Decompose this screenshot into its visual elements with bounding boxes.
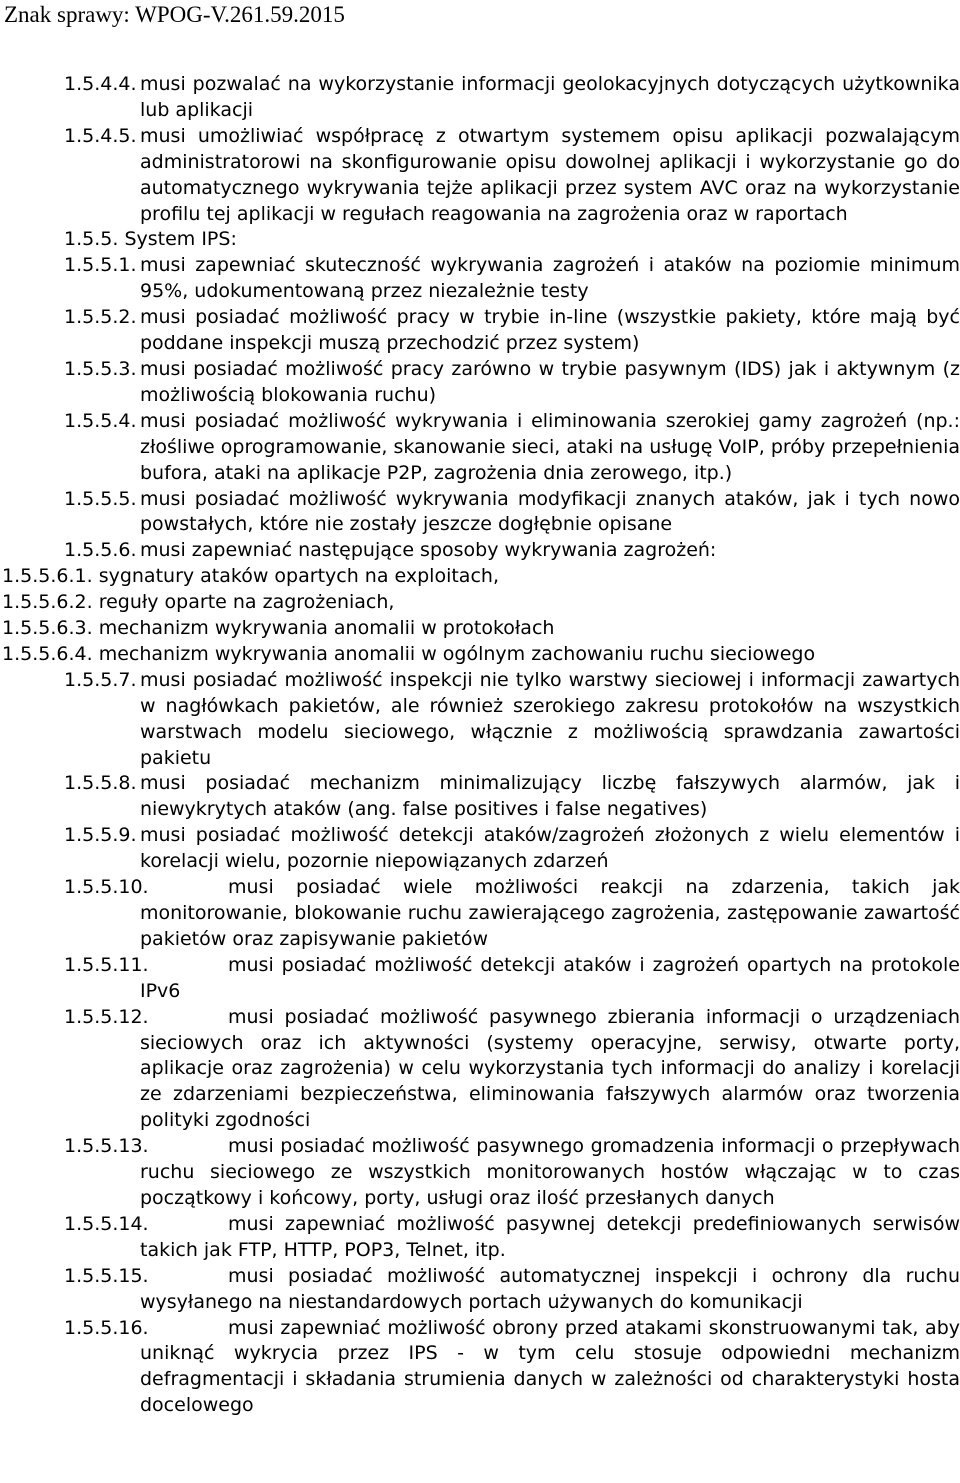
list-item (0, 538, 960, 564)
list-item (0, 72, 960, 124)
item-number: 1.5.4.5. (64, 124, 137, 147)
item-text: mechanizm wykrywania anomalii w ogólnym zachowaniu ruchu sieciowego (98, 642, 816, 665)
list-item (0, 668, 960, 772)
list-item (0, 771, 960, 823)
item-number: 1.5.5.10. (64, 876, 149, 899)
section-heading (0, 227, 960, 253)
item-text: musi posiadać możliwość detekcji ataków i zagrożeń opartych na protokole IPv6 (140, 953, 960, 1002)
item-number: 1.5.5.11. (64, 953, 149, 976)
item-text: musi posiadać wiele możliwości reakcji na zdarzenia, takich jak monitorowanie, blokowanie ruchu zawierającego zagrożenia, zastępowanie zawartość pakietów oraz zapisywanie pakietów (140, 876, 960, 950)
list-item (0, 953, 960, 1005)
item-number: 1.5.5.6.1. (2, 565, 93, 588)
item-text: musi posiadać możliwość pracy zarówno w trybie pasywnym (IDS) jak i aktywnym (z możliwością blokowania ruchu) (140, 357, 960, 406)
item-text: reguły oparte na zagrożeniach, (98, 591, 395, 614)
item-number: 1.5.5.8. (64, 772, 137, 795)
list-item (0, 1005, 960, 1135)
sub-list-item (0, 642, 960, 668)
item-number: 1.5.5.2. (64, 306, 137, 329)
item-number: 1.5.5.9. (64, 824, 137, 847)
sub-list-item (0, 564, 960, 590)
item-number: 1.5.5.3. (64, 357, 137, 380)
list-item (0, 409, 960, 487)
item-text: musi zapewniać skuteczność wykrywania zagrożeń i ataków na poziomie minimum 95%, udokumentowaną przez niezależnie testy (140, 254, 960, 303)
list-item (0, 1134, 960, 1212)
item-number: 1.5.5.13. (64, 1135, 149, 1158)
list-item (0, 305, 960, 357)
item-number: 1.5.5.4. (64, 409, 137, 432)
list-item (0, 487, 960, 539)
item-text: musi pozwalać na wykorzystanie informacji geolokacyjnych dotyczących użytkownika lub aplikacji (140, 73, 960, 121)
list-item (0, 124, 960, 228)
item-text: musi posiadać mechanizm minimalizujący liczbę fałszywych alarmów, jak i niewykrytych ataków (ang. false positives i false negatives) (140, 772, 960, 821)
sub-list-item (0, 616, 960, 642)
item-number: 1.5.5.6.3. (2, 617, 93, 640)
item-text: mechanizm wykrywania anomalii w protokołach (98, 617, 555, 640)
item-text: musi posiadać możliwość detekcji ataków/zagrożeń złożonych z wielu elementów i korelacji wielu, pozornie niepowiązanych zdarzeń (140, 824, 960, 873)
item-text: musi posiadać możliwość pracy w trybie in-line (wszystkie pakiety, które mają być poddane inspekcji muszą przechodzić przez system) (140, 306, 960, 355)
item-text: musi zapewniać możliwość obrony przed atakami skonstruowanymi tak, aby uniknąć wykrycia przez IPS - w tym celu stosuje odpowiedni mechanizm defragmentacji i składania strumienia danych w zależności od charakterystyki hosta docelowego (140, 1316, 960, 1417)
item-text: sygnatury ataków opartych na exploitach, (98, 565, 499, 588)
list-item (0, 875, 960, 953)
item-number: 1.5.5.6.2. (2, 591, 93, 614)
item-text: musi posiadać możliwość pasywnego gromadzenia informacji o przepływach ruchu sieciowego ze wszystkich monitorowanych hostów włączając w to czas początkowy i końcowy, porty, usługi oraz ilość przesłanych danych (140, 1135, 960, 1209)
list-item (0, 253, 960, 305)
item-number: 1.5.5.12. (64, 1005, 149, 1028)
section-number: 1.5.5. (64, 228, 119, 251)
list-item (0, 1212, 960, 1264)
list-item (0, 1264, 960, 1316)
item-number: 1.5.5.5. (64, 487, 137, 510)
item-number: 1.5.5.16. (64, 1316, 149, 1339)
list-item (0, 357, 960, 409)
item-text: musi posiadać możliwość wykrywania modyfikacji znanych ataków, jak i tych nowo powstałych, które nie zostały jeszcze dogłębnie opisane (140, 487, 960, 536)
sub-list-item (0, 590, 960, 616)
section-title: System IPS: (124, 228, 237, 251)
item-text: musi posiadać możliwość wykrywania i eliminowania szerokiej gamy zagrożeń (np.: złośliwe oprogramowanie, skanowanie sieci, ataki na usługę VoIP, próby przepełnienia bufora, ataki na aplikacje P2P, zagrożenia dnia zerowego, itp.) (140, 409, 960, 484)
item-text: musi posiadać możliwość automatycznej inspekcji i ochrony dla ruchu wysyłanego na niestandardowych portach używanych do komunikacji (140, 1264, 960, 1313)
case-number-header: Znak sprawy: WPOG-V.261.59.2015 (4, 2, 345, 27)
item-text: musi umożliwiać współpracę z otwartym systemem opisu aplikacji pozwalającym administratorowi na skonfigurowanie opisu dowolnej aplikacji i wykorzystanie go do automatycznego wykrywania tejże aplikacji przez system AVC oraz na wykorzystanie profilu tej aplikacji w regułach reagowania na zagrożenia oraz w raportach (140, 124, 960, 225)
item-text: musi posiadać możliwość inspekcji nie tylko warstwy sieciowej i informacji zawartych w nagłówkach pakietów, ale również szerokiego zakresu protokołów na wszystkich warstwach modelu sieciowego, włącznie z możliwością sprawdzania zawartości pakietu (140, 668, 960, 769)
item-number: 1.5.5.15. (64, 1264, 149, 1287)
item-number: 1.5.5.1. (64, 254, 137, 277)
item-number: 1.5.4.4. (64, 73, 137, 95)
item-number: 1.5.5.6. (64, 539, 137, 562)
item-text: musi posiadać możliwość pasywnego zbierania informacji o urządzeniach sieciowych oraz ich aktywności (systemy operacyjne, serwisy, otwarte porty, aplikacje oraz zagrożenia) w celu wykorzystania tych informacji do analizy i korelacji ze zdarzeniami bezpieczeństwa, eliminowania fałszywych alarmów oraz tworzenia polityki zgodności (140, 1005, 960, 1132)
item-number: 1.5.5.7. (64, 668, 137, 691)
list-item (0, 1316, 960, 1420)
list-item (0, 823, 960, 875)
requirements-list (0, 72, 960, 1419)
item-number: 1.5.5.6.4. (2, 642, 93, 665)
item-text: musi zapewniać następujące sposoby wykrywania zagrożeń: (140, 539, 717, 562)
item-number: 1.5.5.14. (64, 1212, 149, 1235)
item-text: musi zapewniać możliwość pasywnej detekcji predefiniowanych serwisów takich jak FTP, HTTP, POP3, Telnet, itp. (140, 1212, 960, 1261)
